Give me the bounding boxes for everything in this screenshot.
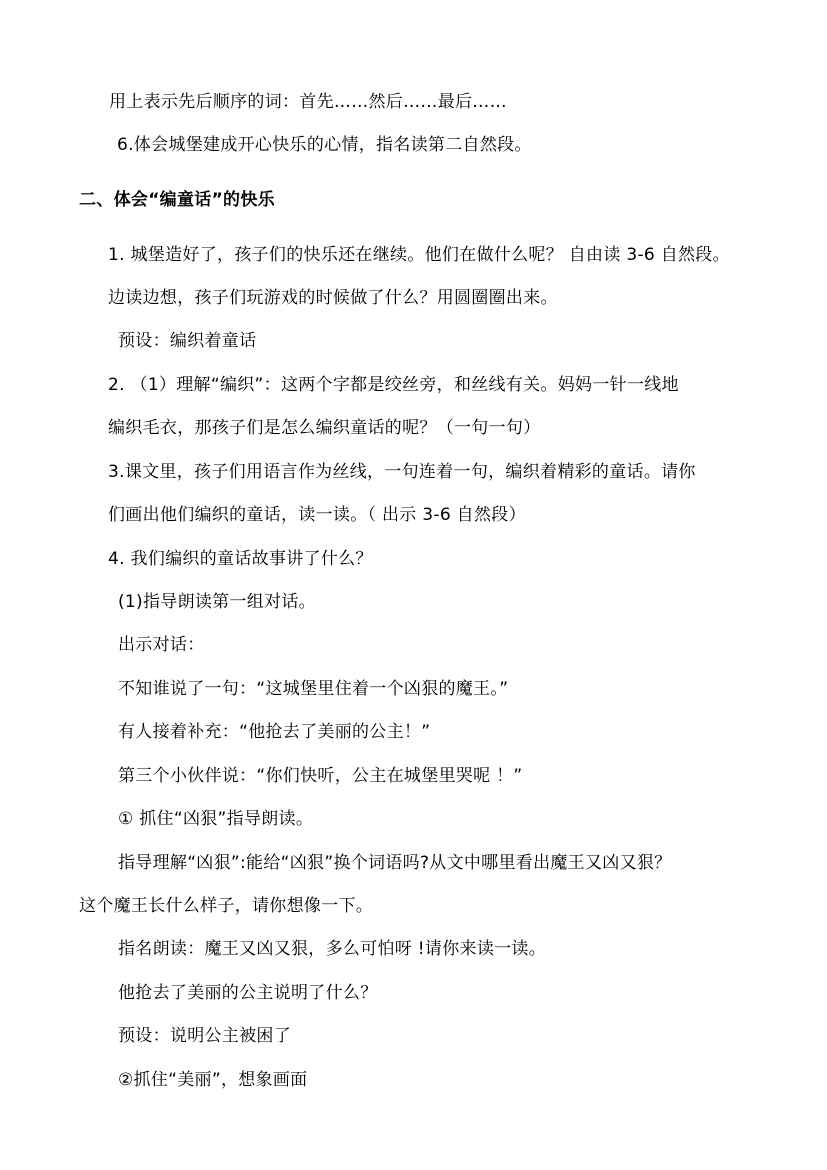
text-line-read-aloud: 指名朗读：魔王又凶又狠，多么可怕呀 !请你来读一读。: [118, 939, 547, 959]
text-line-dialogue-3: 第三个小伙伴说：“你们快听，公主在城堡里哭呢 ！”: [118, 766, 523, 786]
text-line-dialogue-2: 有人接着补充：“他抢去了美丽的公主！”: [118, 722, 431, 742]
text-line-item-3-cont: 们画出他们编织的童话，读一读。（ 出示 3-6 自然段）: [108, 505, 526, 525]
text-line-preset-1: 预设：编织着童话: [118, 331, 257, 351]
text-line-item-2: 2. （1）理解“编织”：这两个字都是绞丝旁，和丝线有关。妈妈一针一线地: [108, 375, 679, 395]
text-line-question: 他抢去了美丽的公主说明了什么？: [118, 983, 378, 1003]
text-line-item-2-cont: 编织毛衣，那孩子们是怎么编织童话的呢？（一句一句）: [108, 418, 541, 438]
text-line-item-4: 4. 我们编织的童话故事讲了什么？: [108, 549, 373, 569]
text-line-item-1: 1. 城堡造好了，孩子们的快乐还在继续。他们在做什么呢？ 自由读 3-6 自然段。: [108, 245, 730, 265]
text-line-item-1-cont: 边读边想，孩子们玩游戏的时候做了什么？用圆圈圈出来。: [108, 288, 558, 308]
text-line-item-3: 3.课文里，孩子们用语言作为丝线，一句连着一句，编织着精彩的童话。请你: [108, 462, 696, 482]
text-line-sub-1: (1)指导朗读第一组对话。: [118, 592, 316, 612]
text-line-preset-2: 预设：说明公主被困了: [118, 1026, 291, 1046]
text-line-dialogue-1: 不知谁说了一句：“这城堡里住着一个凶狠的魔王。”: [118, 679, 509, 699]
text-line-point-1: ① 抓住“凶狠”指导朗读。: [118, 809, 314, 829]
text-line-point-2: ②抓住“美丽”，想象画面: [118, 1070, 308, 1090]
section-heading-2: 二、体会“编童话”的快乐: [79, 190, 275, 210]
text-line-guide-understand: 指导理解“凶狠”:能给“凶狠”换个词语吗?从文中哪里看出魔王又凶又狠？: [118, 853, 672, 873]
text-line-sequence-words: 用上表示先后顺序的词：首先……然后……最后……: [109, 92, 507, 112]
text-line-show-dialogue: 出示对话：: [118, 635, 205, 655]
text-line-guide-understand-cont: 这个魔王长什么样子，请你想像一下。: [79, 896, 374, 916]
text-line-step-6: 6.体会城堡建成开心快乐的心情，指名读第二自然段。: [117, 135, 532, 155]
